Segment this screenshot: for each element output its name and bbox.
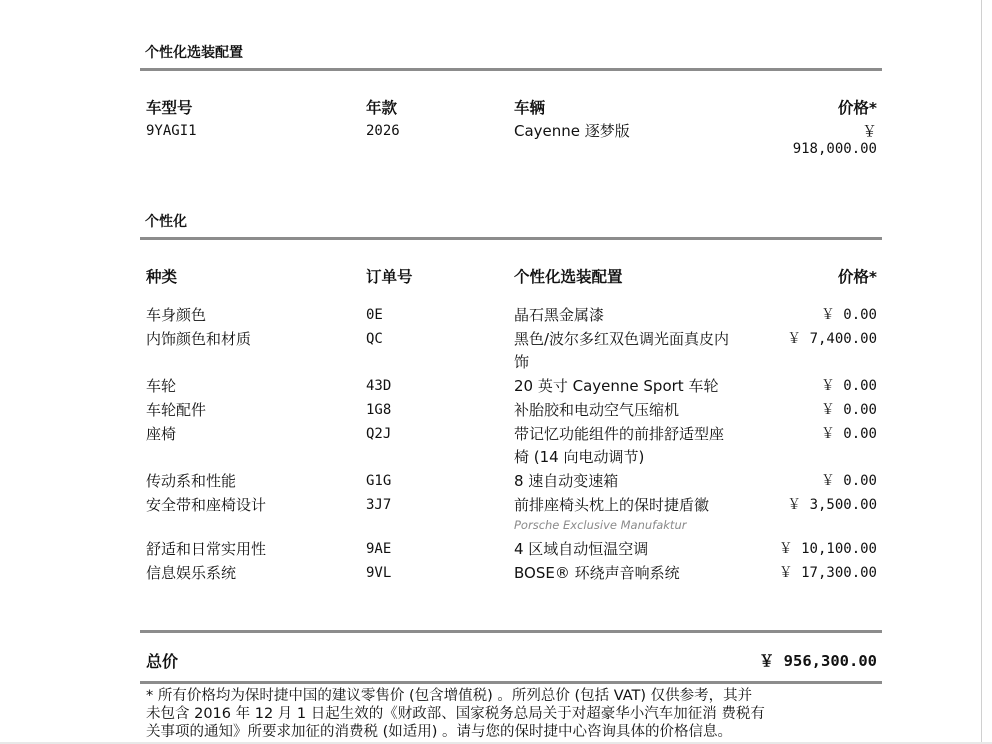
option-category: 传动系和性能	[146, 472, 237, 490]
model-vehicle: Cayenne 逐梦版	[514, 122, 630, 140]
option-price: ￥ 7,400.00	[787, 331, 877, 347]
option-category: 信息娱乐系统	[146, 564, 237, 582]
personal-section-title: 个性化	[145, 214, 187, 230]
footnote-line-3: 关事项的通知》所要求加征的消费税 (如适用) 。请与您的保时捷中心咨询具体的价格信息。	[146, 724, 733, 740]
option-price: ￥ 0.00	[820, 473, 877, 489]
option-price: ￥ 3,500.00	[787, 497, 877, 513]
option-header-desc: 个性化选装配置	[514, 268, 623, 286]
option-desc: BOSE® 环绕声音响系统	[514, 564, 680, 582]
option-code: 1G8	[366, 402, 392, 418]
model-header-year: 年款	[366, 99, 398, 117]
config-section-rule	[140, 68, 882, 71]
option-category: 内饰颜色和材质	[146, 330, 252, 348]
model-price: 918,000.00	[792, 141, 877, 157]
option-desc: 带记忆功能组件的前排舒适型座	[514, 425, 725, 443]
model-code: 9YAGI1	[146, 123, 197, 139]
option-category: 车轮	[146, 377, 177, 395]
option-category: 车身颜色	[146, 306, 207, 324]
option-price: ￥ 0.00	[820, 426, 877, 442]
option-desc-continued: 椅 (14 向电动调节)	[514, 448, 645, 466]
option-desc: 20 英寸 Cayenne Sport 车轮	[514, 377, 719, 395]
option-code: Q2J	[366, 426, 392, 442]
option-code: QC	[366, 331, 383, 347]
option-desc-continued: 饰	[514, 353, 530, 371]
option-category: 安全带和座椅设计	[146, 496, 267, 514]
option-code: 3J7	[366, 497, 392, 513]
option-header-category: 种类	[146, 268, 178, 286]
option-category: 座椅	[146, 425, 177, 443]
option-code: 9VL	[366, 565, 392, 581]
footnote-line-1: * 所有价格均为保时捷中国的建议零售价 (包含增值税) 。所列总价 (包括 VAT) 仅供参考，其并	[146, 688, 753, 704]
option-desc: 补胎胶和电动空气压缩机	[514, 401, 680, 419]
option-price: ￥ 0.00	[820, 402, 877, 418]
total-value: ￥ 956,300.00	[758, 652, 877, 670]
option-category: 舒适和日常实用性	[146, 540, 267, 558]
model-year: 2026	[366, 123, 400, 139]
page-right-edge	[981, 0, 982, 744]
option-desc: 晶石黑金属漆	[514, 306, 605, 324]
total-rule-bottom	[140, 681, 882, 684]
total-rule-top	[140, 630, 882, 633]
option-code: 43D	[366, 378, 392, 394]
option-desc: 前排座椅头枕上的保时捷盾徽	[514, 496, 710, 514]
personal-section-rule	[140, 237, 882, 240]
option-category: 车轮配件	[146, 401, 207, 419]
total-label: 总价	[146, 652, 179, 671]
option-note: Porsche Exclusive Manufaktur	[514, 518, 687, 532]
option-price: ￥ 0.00	[820, 378, 877, 394]
option-header-price: 价格*	[837, 268, 877, 286]
option-price: ￥ 0.00	[820, 307, 877, 323]
option-desc: 4 区域自动恒温空调	[514, 540, 649, 558]
footnote-line-2: 未包含 2016 年 12 月 1 日起生效的《财政部、国家税务总局关于对超豪华小汽车加征消 费税有	[146, 706, 765, 722]
option-price: ￥ 17,300.00	[778, 565, 877, 581]
option-desc: 8 速自动变速箱	[514, 472, 619, 490]
model-header-code: 车型号	[146, 99, 193, 117]
config-section-title: 个性化选装配置	[145, 45, 243, 61]
option-desc: 黑色/波尔多红双色调光面真皮内	[514, 330, 730, 348]
option-code: 9AE	[366, 541, 392, 557]
model-header-vehicle: 车辆	[514, 99, 546, 117]
model-currency: ￥	[861, 122, 877, 140]
model-header-price: 价格*	[837, 99, 877, 117]
option-price: ￥ 10,100.00	[778, 541, 877, 557]
option-header-code: 订单号	[366, 268, 413, 286]
option-code: 0E	[366, 307, 383, 323]
option-code: G1G	[366, 473, 392, 489]
